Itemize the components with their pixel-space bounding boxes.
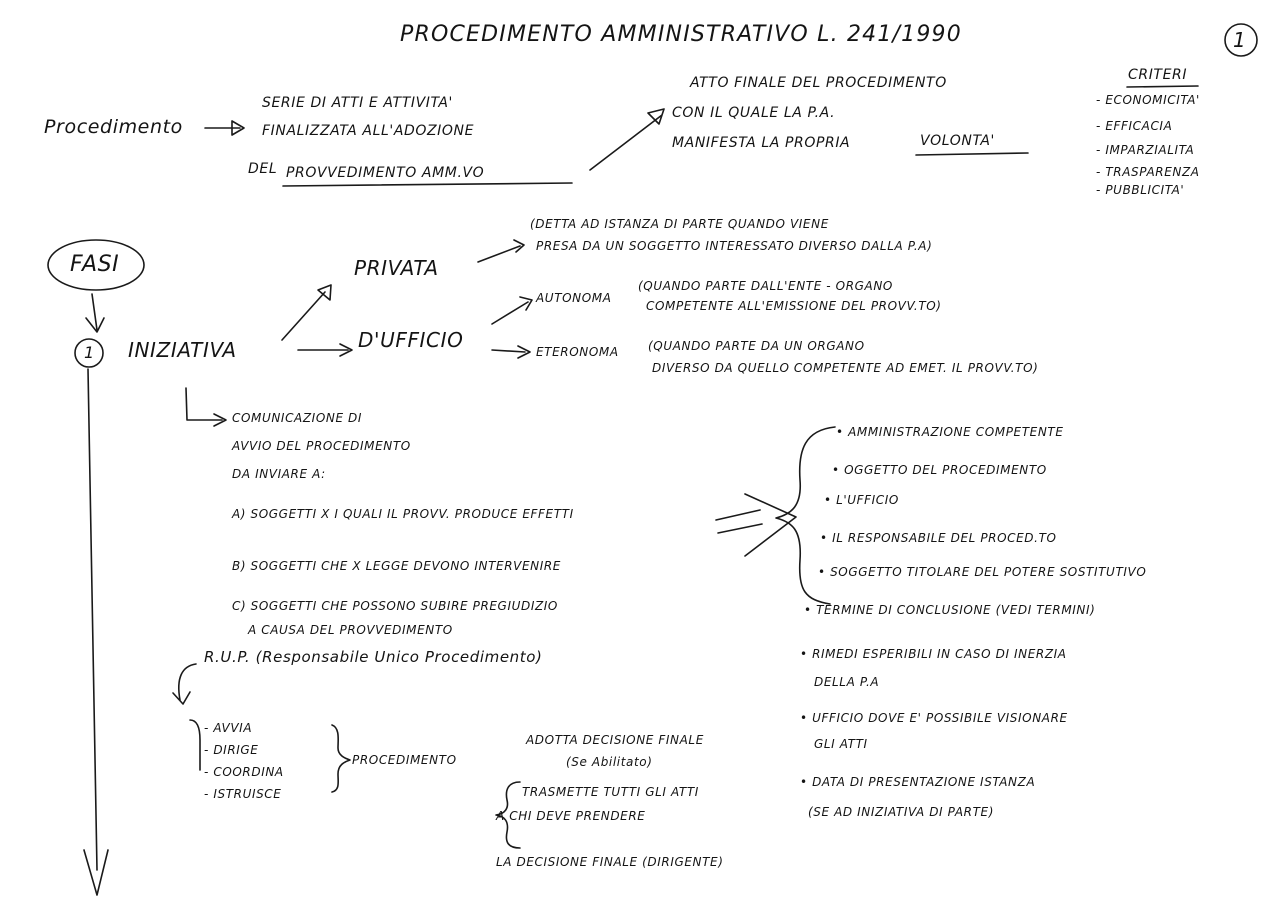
rup-verb: - AVVIA bbox=[204, 721, 253, 735]
contents-item: • SOGGETTO TITOLARE DEL POTERE SOSTITUTIVO bbox=[818, 565, 1147, 579]
atto-finale-line2: CON IL QUALE LA P.A. bbox=[672, 105, 836, 121]
verbs-brace bbox=[332, 725, 350, 792]
privata-desc-arrow bbox=[478, 240, 524, 262]
contents-item: • OGGETTO DEL PROCEDIMENTO bbox=[832, 463, 1047, 477]
contents-item: DELLA P.A bbox=[814, 675, 880, 689]
iniziativa-label: INIZIATIVA bbox=[128, 338, 237, 362]
procedimento-label: Procedimento bbox=[44, 116, 183, 138]
contents-item: • RIMEDI ESPERIBILI IN CASO DI INERZIA bbox=[800, 647, 1067, 661]
criteri-heading: CRITERI bbox=[1128, 67, 1188, 83]
comunicazione-item-c-cont: A CAUSA DEL PROVVEDIMENTO bbox=[248, 623, 453, 637]
provvedimento-label: PROVVEDIMENTO AMM.VO bbox=[286, 165, 485, 181]
rup-procedimento: PROCEDIMENTO bbox=[352, 753, 457, 767]
step-number: 1 bbox=[84, 343, 95, 362]
criterio-item: - ECONOMICITA' bbox=[1096, 93, 1200, 107]
privata-desc-line2: PRESA DA UN SOGGETTO INTERESSATO DIVERSO DALLA P.A) bbox=[536, 239, 933, 253]
eteronoma-label: ETERONOMA bbox=[536, 345, 619, 359]
procedimento-def-line3: DEL bbox=[248, 161, 278, 177]
dufficio-label: D'UFFICIO bbox=[358, 328, 464, 352]
rup-verb: - DIRIGE bbox=[204, 743, 259, 757]
comunicazione-item-c: C) SOGGETTI CHE POSSONO SUBIRE PREGIUDIZIO bbox=[232, 599, 558, 613]
atto-finale-line3: MANIFESTA LA PROPRIA bbox=[672, 135, 851, 151]
trasmette-line2: A CHI DEVE PRENDERE bbox=[496, 809, 646, 823]
contents-item: • IL RESPONSABILE DEL PROCED.TO bbox=[820, 531, 1057, 545]
timeline-arrow bbox=[84, 369, 108, 895]
adotta-line2: (Se Abilitato) bbox=[566, 755, 653, 769]
provvedimento-underline bbox=[283, 183, 572, 186]
trasmette-line1: TRASMETTE TUTTI GLI ATTI bbox=[522, 785, 699, 799]
comunicazione-line1: COMUNICAZIONE DI bbox=[232, 411, 363, 425]
criterio-item: - IMPARZIALITA bbox=[1096, 143, 1195, 157]
adotta-line1: ADOTTA DECISIONE FINALE bbox=[526, 733, 704, 747]
rup-label: R.U.P. (Responsabile Unico Procedimento) bbox=[204, 648, 543, 666]
contents-item: • UFFICIO DOVE E' POSSIBILE VISIONARE bbox=[800, 711, 1068, 725]
procedimento-def-line2: FINALIZZATA ALL'ADOZIONE bbox=[262, 123, 475, 139]
atto-finale-line1: ATTO FINALE DEL PROCEDIMENTO bbox=[690, 75, 947, 91]
criterio-item: - EFFICACIA bbox=[1096, 119, 1173, 133]
page-title: PROCEDIMENTO AMMINISTRATIVO L. 241/1990 bbox=[400, 22, 962, 47]
comunicazione-line3: DA INVIARE A: bbox=[232, 467, 326, 481]
comunicazione-item-a: A) SOGGETTI X I QUALI IL PROVV. PRODUCE EFFETTI bbox=[232, 507, 574, 521]
privata-desc-line1: (DETTA AD ISTANZA DI PARTE QUANDO VIENE bbox=[530, 217, 829, 231]
rup-tick bbox=[190, 720, 200, 770]
rup-verb: - COORDINA bbox=[204, 765, 284, 779]
trasmette-line3: LA DECISIONE FINALE (DIRIGENTE) bbox=[496, 855, 724, 869]
eteronoma-desc-line1: (QUANDO PARTE DA UN ORGANO bbox=[648, 339, 865, 353]
contents-item: • AMMINISTRAZIONE COMPETENTE bbox=[836, 425, 1064, 439]
procedimento-def-line1: SERIE DI ATTI E ATTIVITA' bbox=[262, 95, 453, 111]
criterio-item: - PUBBLICITA' bbox=[1096, 183, 1185, 197]
comunicazione-arrow bbox=[186, 388, 226, 426]
contents-item: GLI ATTI bbox=[814, 737, 868, 751]
comunicazione-line2: AVVIO DEL PROCEDIMENTO bbox=[232, 439, 411, 453]
eteronoma-arrow bbox=[492, 346, 530, 358]
rup-verb: - ISTRUISCE bbox=[204, 787, 282, 801]
contents-item: (SE AD INIZIATIVA DI PARTE) bbox=[808, 805, 994, 819]
equals-arrow bbox=[716, 494, 796, 556]
comunicazione-item-b: B) SOGGETTI CHE X LEGGE DEVONO INTERVENIRE bbox=[232, 559, 561, 573]
autonoma-desc-line2: COMPETENTE ALL'EMISSIONE DEL PROVV.TO) bbox=[646, 299, 942, 313]
privata-arrow bbox=[282, 285, 331, 340]
privata-label: PRIVATA bbox=[354, 256, 439, 280]
contents-item: • L'UFFICIO bbox=[824, 493, 899, 507]
provvedimento-arrow bbox=[590, 109, 664, 170]
eteronoma-desc-line2: DIVERSO DA QUELLO COMPETENTE AD EMET. IL PROVV.TO) bbox=[652, 361, 1039, 375]
criterio-item: - TRASPARENZA bbox=[1096, 165, 1200, 179]
rup-arrow bbox=[173, 664, 196, 704]
autonoma-desc-line1: (QUANDO PARTE DALL'ENTE - ORGANO bbox=[638, 279, 893, 293]
contents-item: • TERMINE DI CONCLUSIONE (VEDI TERMINI) bbox=[804, 603, 1096, 617]
criteri-underline bbox=[1127, 86, 1198, 87]
fasi-arrow bbox=[86, 294, 104, 332]
procedimento-arrow bbox=[205, 121, 244, 135]
autonoma-arrow bbox=[492, 297, 532, 324]
page-number: 1 bbox=[1233, 28, 1247, 52]
contents-item: • DATA DI PRESENTAZIONE ISTANZA bbox=[800, 775, 1036, 789]
volonta-label: VOLONTA' bbox=[920, 133, 995, 149]
autonoma-label: AUTONOMA bbox=[536, 291, 612, 305]
dufficio-arrow bbox=[298, 344, 352, 356]
fasi-label: FASI bbox=[70, 252, 120, 277]
volonta-underline bbox=[916, 153, 1028, 155]
